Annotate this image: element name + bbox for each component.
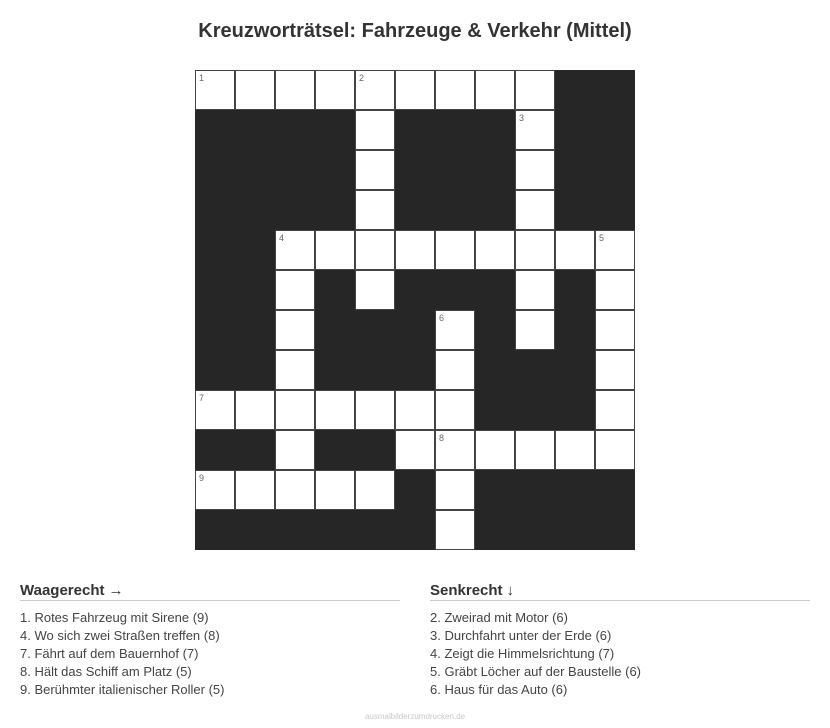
grid-cell[interactable] bbox=[275, 310, 315, 350]
across-heading bbox=[20, 582, 400, 601]
crossword-grid bbox=[195, 70, 635, 550]
across-heading-label: Waagerecht bbox=[20, 582, 105, 599]
page-title: Kreuzworträtsel: Fahrzeuge & Verkehr (Mittel) bbox=[198, 20, 632, 42]
grid-cell[interactable] bbox=[275, 270, 315, 310]
grid-cell[interactable] bbox=[595, 230, 635, 270]
down-clue: 4. Zeigt die Himmelsrichtung (7) bbox=[430, 646, 615, 661]
grid-cell[interactable] bbox=[475, 230, 515, 270]
grid-cell[interactable] bbox=[435, 310, 475, 350]
grid-cell[interactable] bbox=[515, 230, 555, 270]
clue-number: 6 bbox=[439, 313, 445, 323]
grid-cell[interactable] bbox=[275, 470, 315, 510]
grid-cell[interactable] bbox=[435, 430, 475, 470]
grid-cell[interactable] bbox=[355, 70, 395, 110]
grid-cell[interactable] bbox=[315, 470, 355, 510]
grid-cell[interactable] bbox=[555, 430, 595, 470]
grid-cell[interactable] bbox=[395, 230, 435, 270]
across-clue: 8. Hält das Schiff am Platz (5) bbox=[20, 664, 192, 679]
across-clue: 7. Fährt auf dem Bauernhof (7) bbox=[20, 646, 199, 661]
grid-cell[interactable] bbox=[515, 110, 555, 150]
clue-number: 7 bbox=[199, 393, 205, 403]
clue-number: 5 bbox=[599, 233, 605, 243]
grid-cell[interactable] bbox=[355, 150, 395, 190]
arrow-down-icon: ↓ bbox=[506, 582, 515, 599]
grid-cell[interactable] bbox=[355, 390, 395, 430]
across-clue: 9. Berühmter italienischer Roller (5) bbox=[20, 682, 225, 697]
grid-cell[interactable] bbox=[195, 70, 235, 110]
grid-cell[interactable] bbox=[275, 350, 315, 390]
grid-cell[interactable] bbox=[435, 230, 475, 270]
grid-cell[interactable] bbox=[475, 430, 515, 470]
grid-cell[interactable] bbox=[395, 390, 435, 430]
down-clue: 2. Zweirad mit Motor (6) bbox=[430, 610, 568, 625]
down-clue: 6. Haus für das Auto (6) bbox=[430, 682, 568, 697]
grid-cell[interactable] bbox=[595, 390, 635, 430]
down-clue: 3. Durchfahrt unter der Erde (6) bbox=[430, 628, 612, 643]
grid-cell[interactable] bbox=[355, 190, 395, 230]
grid-cell[interactable] bbox=[355, 230, 395, 270]
grid-cell[interactable] bbox=[515, 190, 555, 230]
grid-cell[interactable] bbox=[595, 350, 635, 390]
grid-cell[interactable] bbox=[595, 430, 635, 470]
footer-watermark: ausmalbilderzumdrucken.de bbox=[364, 712, 466, 721]
grid-cell[interactable] bbox=[595, 310, 635, 350]
grid-cell[interactable] bbox=[235, 70, 275, 110]
grid-cell[interactable] bbox=[355, 110, 395, 150]
grid-cell[interactable] bbox=[275, 390, 315, 430]
grid-cell[interactable] bbox=[315, 230, 355, 270]
grid-cell[interactable] bbox=[275, 230, 315, 270]
grid-cell[interactable] bbox=[195, 470, 235, 510]
grid-cell[interactable] bbox=[235, 390, 275, 430]
grid-cell[interactable] bbox=[515, 70, 555, 110]
grid-cell[interactable] bbox=[315, 70, 355, 110]
clue-number: 2 bbox=[359, 73, 365, 83]
grid-cell[interactable] bbox=[275, 70, 315, 110]
across-clue: 1. Rotes Fahrzeug mit Sirene (9) bbox=[20, 610, 209, 625]
grid-cell[interactable] bbox=[515, 150, 555, 190]
clue-number: 1 bbox=[199, 73, 205, 83]
grid-cell[interactable] bbox=[435, 510, 475, 550]
grid-cell[interactable] bbox=[395, 430, 435, 470]
down-clue: 5. Gräbt Löcher auf der Baustelle (6) bbox=[430, 664, 642, 679]
clue-number: 3 bbox=[519, 113, 525, 123]
arrow-right-icon: → bbox=[108, 582, 124, 599]
grid-cell[interactable] bbox=[555, 230, 595, 270]
grid-cell[interactable] bbox=[275, 430, 315, 470]
down-heading bbox=[430, 582, 810, 601]
across-clues bbox=[20, 582, 400, 699]
grid-cell[interactable] bbox=[475, 70, 515, 110]
grid-cell[interactable] bbox=[355, 470, 395, 510]
grid-cell[interactable] bbox=[515, 310, 555, 350]
grid-cell[interactable] bbox=[435, 70, 475, 110]
grid-cell[interactable] bbox=[395, 70, 435, 110]
grid-cell[interactable] bbox=[435, 350, 475, 390]
across-clue: 4. Wo sich zwei Straßen treffen (8) bbox=[20, 628, 220, 643]
grid-cell[interactable] bbox=[435, 470, 475, 510]
grid-cell[interactable] bbox=[195, 390, 235, 430]
down-heading-label: Senkrecht bbox=[430, 582, 503, 599]
grid-cell[interactable] bbox=[235, 470, 275, 510]
down-clues bbox=[430, 582, 810, 699]
grid-cell[interactable] bbox=[435, 390, 475, 430]
clue-number: 8 bbox=[439, 433, 445, 443]
grid-cell[interactable] bbox=[315, 390, 355, 430]
grid-cell[interactable] bbox=[515, 270, 555, 310]
grid-cell[interactable] bbox=[355, 270, 395, 310]
clue-number: 9 bbox=[199, 473, 205, 483]
grid-cell[interactable] bbox=[595, 270, 635, 310]
clue-number: 4 bbox=[279, 233, 285, 243]
grid-cell[interactable] bbox=[515, 430, 555, 470]
